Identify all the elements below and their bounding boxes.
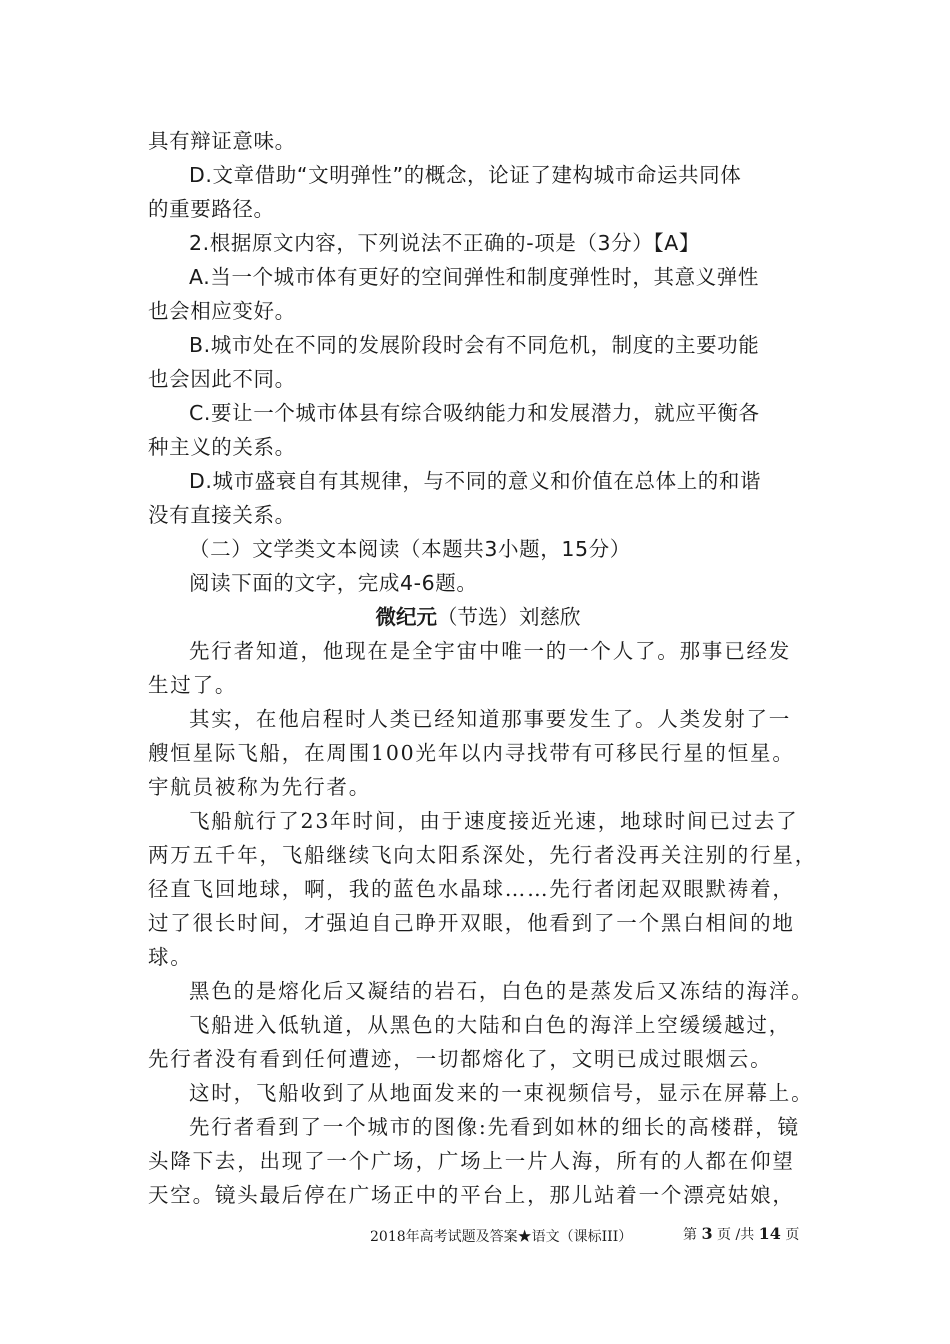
q2-option-d: D.城市盛衰自有其规律，与不同的意义和价值在总体上的和谐: [189, 469, 762, 493]
instruction: 阅读下面的文字，完成4-6题。: [189, 571, 478, 595]
q1-option-d: D.文章借助“文明弹性”的概念，论证了建构城市命运共同体: [189, 163, 742, 187]
footer-page-num: 3: [701, 1224, 713, 1243]
story-line: 这时，飞船收到了从地面发来的一束视频信号，显示在屏幕上。: [189, 1081, 814, 1105]
q2-option-b-tail: 也会因此不同。: [148, 367, 296, 391]
story-line: 球。: [148, 945, 193, 969]
footer-source: 2018年高考试题及答案★语文（课标III）: [370, 1229, 633, 1245]
story-line: 径直飞回地球，啊，我的蓝色水晶球……先行者闭起双眼默祷着，: [148, 877, 795, 901]
section-heading: （二）文学类文本阅读（本题共3小题，15分）: [189, 537, 631, 561]
story-line: 黑色的是熔化后又凝结的岩石，白色的是蒸发后又冻结的海洋。: [189, 979, 814, 1003]
q2-option-c: C.要让一个城市体县有综合吸纳能力和发展潜力，就应平衡各: [189, 401, 760, 425]
story-line: 过了很长时间，才强迫自己睁开双眼，他看到了一个黑白相间的地: [148, 911, 795, 935]
story-line: 先行者没有看到任何遭迹，一切都熔化了，文明已成过眼烟云。: [148, 1047, 773, 1071]
story-line: 飞船进入低轨道，从黑色的大陆和白色的海洋上空缓缓越过，: [189, 1013, 792, 1037]
story-line: 宇航员被称为先行者。: [148, 775, 371, 799]
story-title-note: （节选）刘慈欣: [437, 605, 581, 629]
story-line: 生过了。: [148, 673, 238, 697]
story-title: [148, 600, 808, 634]
story-line: 先行者看到了一个城市的图像:先看到如林的细长的高楼群，镜: [189, 1115, 800, 1139]
footer-page-prefix: 第: [683, 1227, 697, 1243]
q2-option-b: B.城市处在不同的发展阶段时会有不同危机，制度的主要功能: [189, 333, 760, 357]
story-body: [148, 634, 817, 1212]
footer-page-number: [683, 1224, 799, 1244]
story-line: 飞船航行了23年时间，由于速度接近光速，地球时间已过去了: [189, 809, 799, 833]
story-line: 头降下去，出现了一个广场，广场上一片人海，所有的人都在仰望: [148, 1149, 795, 1173]
story-line: 艘恒星际飞船，在周围100光年以内寻找带有可移民行星的恒星。: [148, 741, 795, 765]
story-line: 其实，在他启程时人类已经知道那事要发生了。人类发射了一: [189, 707, 792, 731]
story-title-name: 微纪元: [375, 605, 437, 629]
q2-option-a-tail: 也会相应变好。: [148, 299, 296, 323]
q2-option-a: A.当一个城市体有更好的空间弹性和制度弹性时，其意义弹性: [189, 265, 759, 289]
story-line: 天空。镜头最后停在广场正中的平台上，那儿站着一个漂亮姑娘，: [148, 1183, 795, 1207]
q1-option-c-tail: 具有辩证意味。: [148, 129, 296, 153]
page-footer: [0, 1224, 950, 1248]
q2-option-d-tail: 没有直接关系。: [148, 503, 296, 527]
footer-page-total: 14: [758, 1224, 781, 1243]
q2-option-c-tail: 种主义的关系。: [148, 435, 296, 459]
story-line: 先行者知道，他现在是全宇宙中唯一的一个人了。那事已经发: [189, 639, 792, 663]
q1-option-d-tail: 的重要路径。: [148, 197, 275, 221]
body-text: [148, 124, 817, 1212]
q2-stem: 2.根据原文内容，下列说法不正确的-项是（3分）【A】: [189, 231, 700, 255]
footer-page-mid: 页 /共: [717, 1227, 755, 1243]
footer-page-suffix: 页: [785, 1227, 800, 1243]
story-line: 两万五千年，飞船继续飞向太阳系深处，先行者没再关注别的行星，: [148, 843, 817, 867]
